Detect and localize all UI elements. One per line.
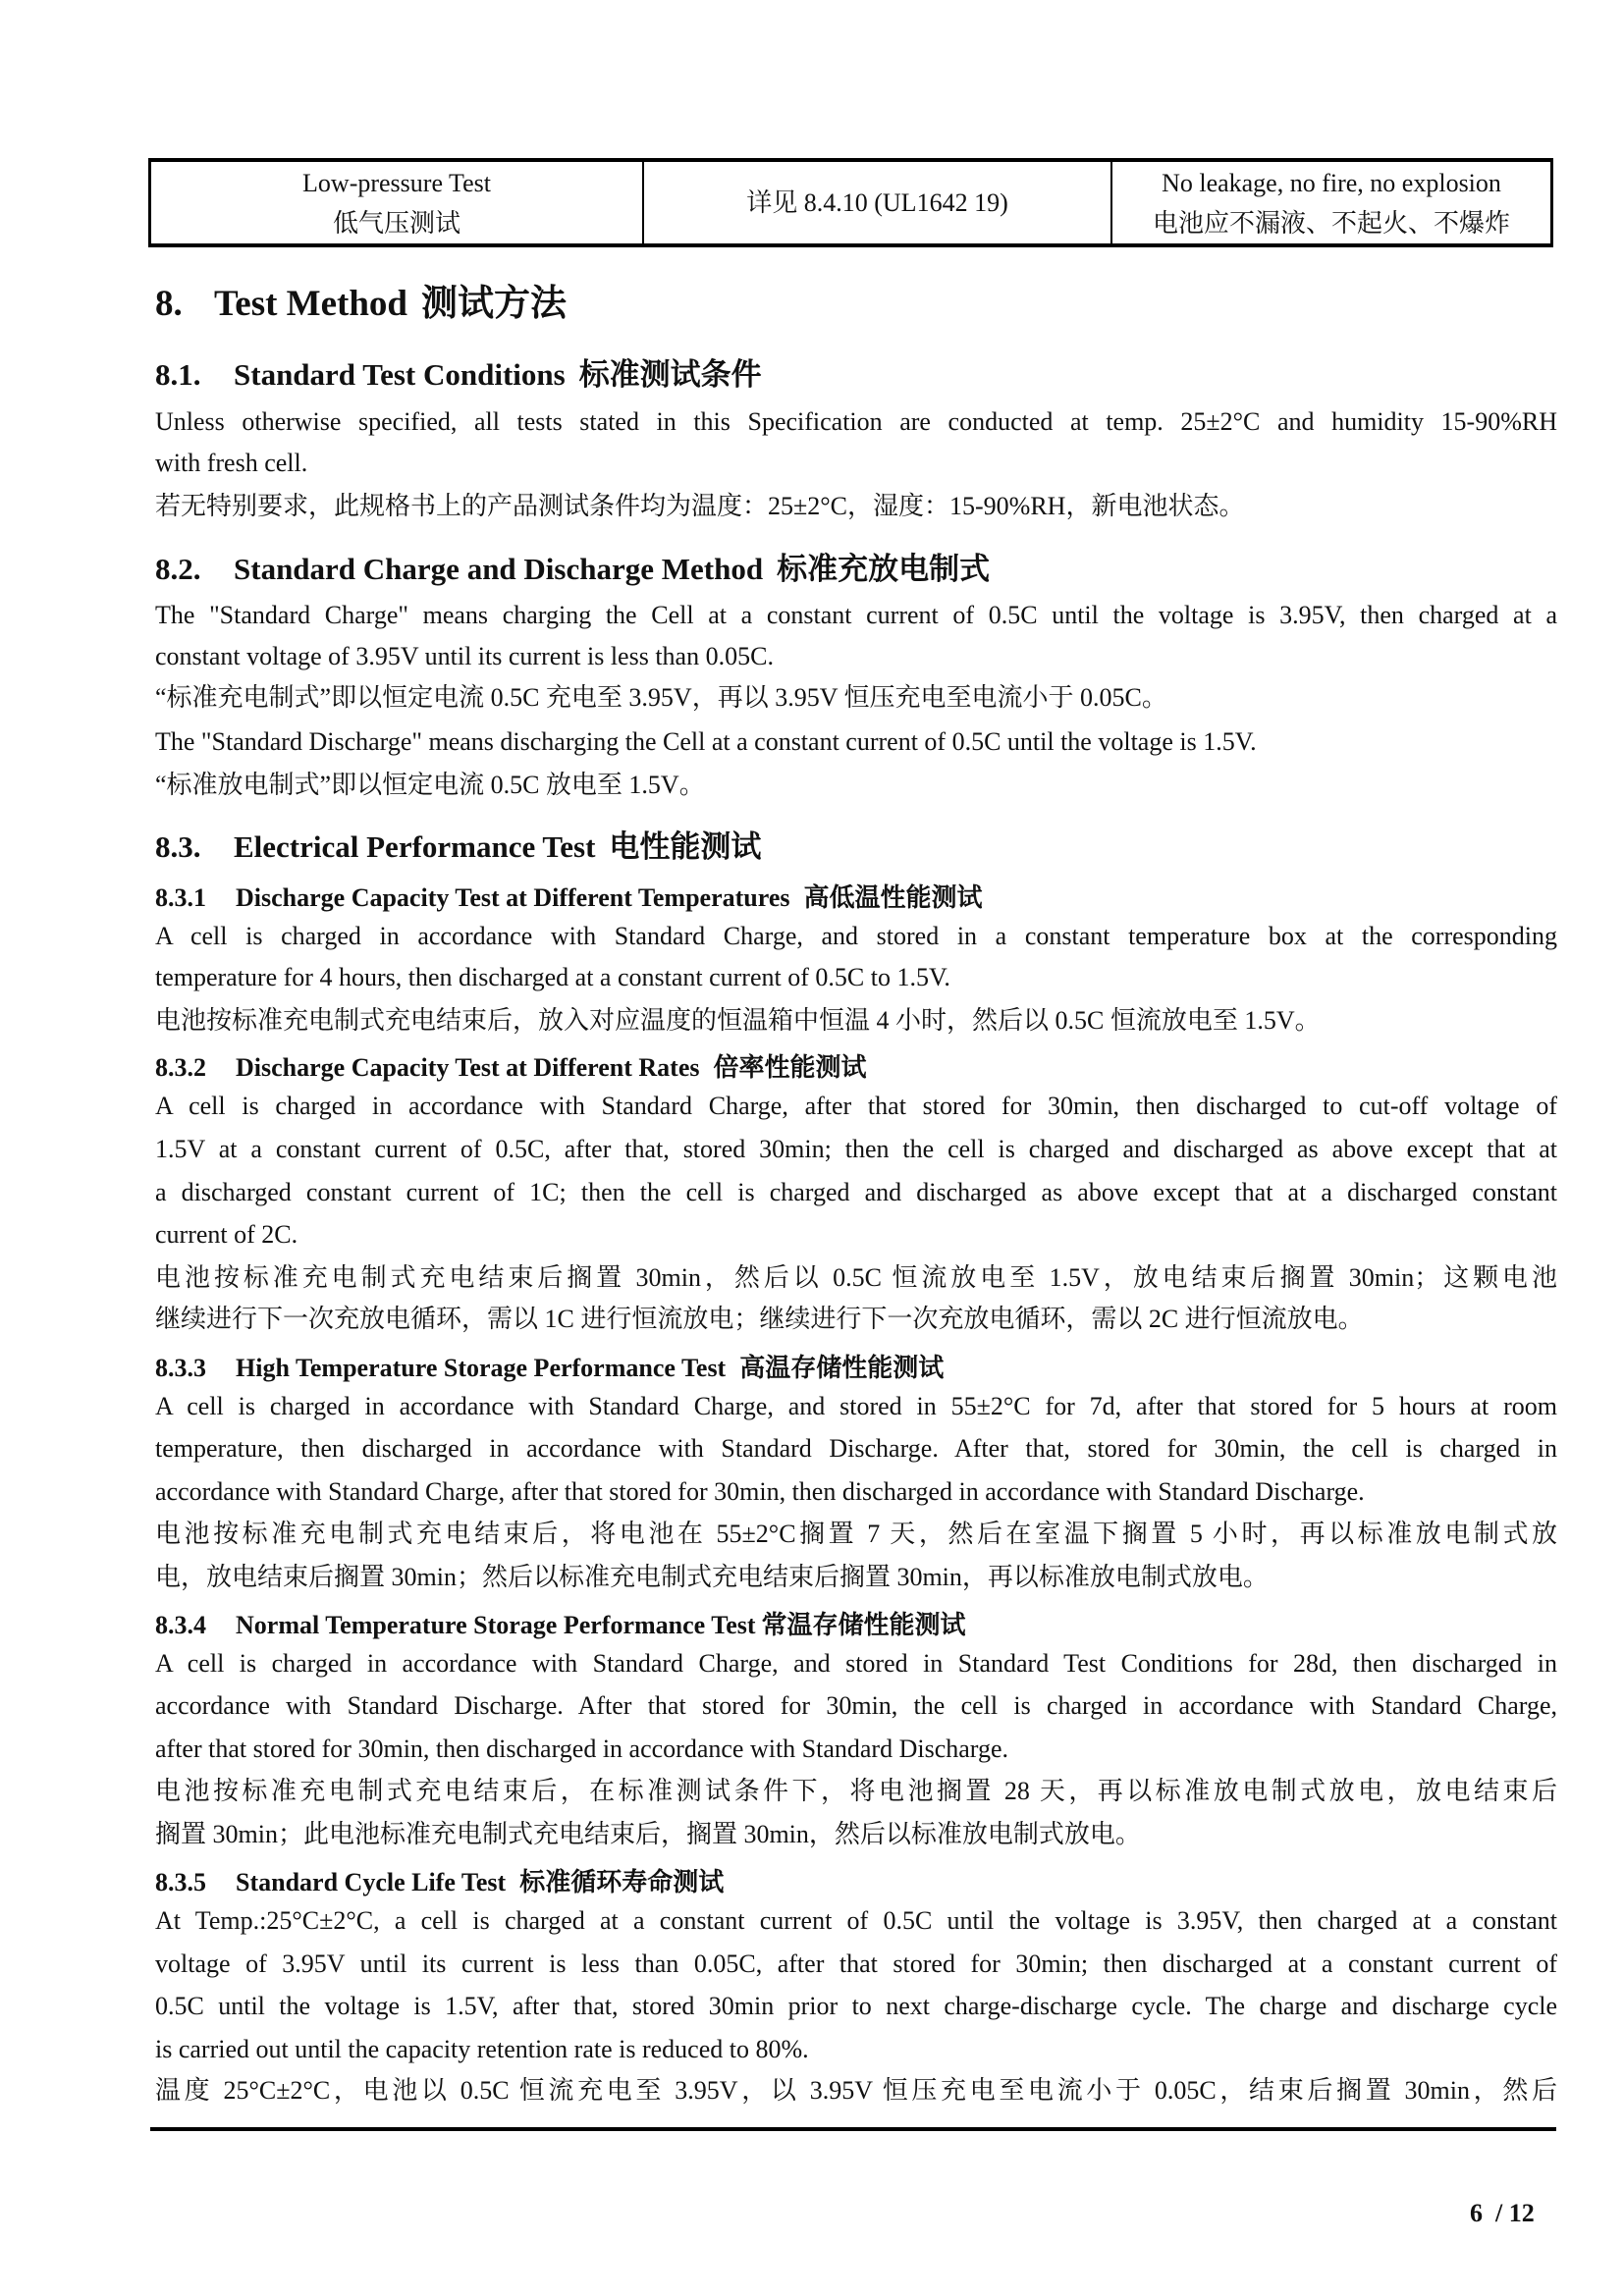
- test-method-cell: [642, 162, 1110, 243]
- criteria-en: No leakage, no fire, no explosion: [1162, 168, 1501, 197]
- paragraph-line: A cell is charged in accordance with Standard Charge, and stored in a constant temperature box at the corresponding: [155, 922, 1557, 950]
- paragraph-line: A cell is charged in accordance with Standard Charge, and stored in Standard Test Conditions for 28d, then discharged in: [155, 1649, 1557, 1678]
- paragraph-line: is carried out until the capacity retention rate is reduced to 80%.: [155, 2035, 809, 2063]
- paragraph-line: A cell is charged in accordance with Standard Charge, after that stored for 30min, then discharged to cut-off voltage of: [155, 1092, 1557, 1120]
- paragraph-line: temperature for 4 hours, then discharged at a constant current of 0.5C to 1.5V.: [155, 963, 950, 991]
- test-item-cell: [151, 162, 642, 243]
- heading-en: Standard Test Conditions: [234, 357, 566, 392]
- section-8-3-5-heading: [155, 1862, 724, 1898]
- paragraph-line: 电池按标准充电制式充电结束后，将电池在 55±2°C搁置 7 天，然后在室温下搁置 5 小时，再以标准放电制式放: [155, 1520, 1557, 1548]
- heading-en: Normal Temperature Storage Performance Test: [236, 1611, 756, 1639]
- page-number: 6 / 12: [1470, 2199, 1535, 2227]
- paragraph-line: 电池按标准充电制式充电结束后搁置 30min，然后以 0.5C 恒流放电至 1.5V，放电结束后搁置 30min；这颗电池: [155, 1263, 1557, 1292]
- heading-cn: 常温存储性能测试: [761, 1611, 966, 1639]
- paragraph-line: accordance with Standard Discharge. After that stored for 30min, the cell is charged in accordance with Standard Charge,: [155, 1691, 1557, 1720]
- section-8-3-3-heading: [155, 1348, 944, 1384]
- paragraph-line: 继续进行下一次充放电循环，需以 1C 进行恒流放电；继续进行下一次充放电循环，需以 2C 进行恒流放电。: [155, 1305, 1364, 1333]
- paragraph-line: 电，放电结束后搁置 30min；然后以标准充电制式充电结束后搁置 30min，再以标准放电制式放电。: [155, 1563, 1269, 1591]
- heading-en: High Temperature Storage Performance Test: [236, 1354, 727, 1382]
- section-8-1-heading: [155, 349, 762, 394]
- criteria-cn: 电池应不漏液、不起火、不爆炸: [1152, 208, 1510, 238]
- heading-cn: 标准测试条件: [578, 357, 762, 392]
- section-number: 8.2.: [155, 552, 201, 586]
- paragraph-line: accordance with Standard Charge, after that stored for 30min, then discharged in accordance with Standard Discharge.: [155, 1477, 1365, 1506]
- paragraph-line: 0.5C until the voltage is 1.5V, after that, stored 30min prior to next charge-discharge cycle. The charge and discharge cycle: [155, 1992, 1557, 2020]
- paragraph-line: “标准放电制式”即以恒定电流 0.5C 放电至 1.5V。: [155, 771, 705, 799]
- section-number: 8.3.: [155, 829, 201, 864]
- section-8-3-2-heading: [155, 1047, 867, 1084]
- section-number: 8.3.2: [155, 1053, 206, 1082]
- heading-cn: 高温存储性能测试: [739, 1354, 945, 1382]
- paragraph-line: A cell is charged in accordance with Standard Charge, and stored in 55±2°C for 7d, after that stored for 5 hours at room: [155, 1392, 1557, 1420]
- heading-en: Discharge Capacity Test at Different Temperatures: [236, 883, 790, 912]
- paragraph-line: Unless otherwise specified, all tests stated in this Specification are conducted at temp. 25±2°C and humidity 15-90%RH: [155, 407, 1557, 436]
- section-8-heading: [155, 273, 567, 326]
- heading-en: Electrical Performance Test: [234, 829, 596, 864]
- section-number: 8.3.5: [155, 1868, 206, 1896]
- section-8-3-heading: [155, 822, 761, 866]
- test-item-cn: 低气压测试: [332, 208, 460, 238]
- section-number: 8.3.3: [155, 1354, 206, 1382]
- paragraph-line: a discharged constant current of 1C; then the cell is charged and discharged as above except that at a discharged constant: [155, 1178, 1557, 1206]
- section-8-2-heading: [155, 544, 990, 588]
- test-items-table-row: [148, 158, 1553, 247]
- heading-en: Standard Cycle Life Test: [236, 1868, 507, 1896]
- section-number: 8.: [155, 284, 183, 324]
- heading-cn: 高低温性能测试: [803, 883, 983, 912]
- test-method-ref: 详见 8.4.10 (UL1642 19): [746, 188, 1008, 217]
- heading-en: Test Method: [214, 284, 407, 324]
- paragraph-line: voltage of 3.95V until its current is less than 0.05C, after that stored for 30min; then discharged at a constant current of: [155, 1949, 1557, 1978]
- paragraph-line: 若无特别要求，此规格书上的产品测试条件均为温度：25±2°C，湿度：15-90%RH，新电池状态。: [155, 492, 1245, 520]
- paragraph-line: constant voltage of 3.95V until its current is less than 0.05C.: [155, 642, 774, 670]
- section-8-3-4-heading: [155, 1605, 966, 1641]
- heading-en: Discharge Capacity Test at Different Rates: [236, 1053, 700, 1082]
- paragraph-line: with fresh cell.: [155, 449, 308, 477]
- paragraph-line: 1.5V at a constant current of 0.5C, after that, stored 30min; then the cell is charged and discharged as above except that at: [155, 1135, 1557, 1163]
- section-number: 8.1.: [155, 357, 201, 392]
- paragraph-line: 电池按标准充电制式充电结束后，在标准测试条件下，将电池搁置 28 天，再以标准放电制式放电，放电结束后: [155, 1777, 1557, 1805]
- heading-cn: 电性能测试: [609, 829, 762, 864]
- paragraph-line: after that stored for 30min, then discharged in accordance with Standard Discharge.: [155, 1735, 1009, 1763]
- paragraph-line: 电池按标准充电制式充电结束后，放入对应温度的恒温箱中恒温 4 小时，然后以 0.5C 恒流放电至 1.5V。: [155, 1006, 1321, 1035]
- section-number: 8.3.4: [155, 1611, 206, 1639]
- footer-divider: [150, 2127, 1556, 2131]
- paragraph-line: At Temp.:25°C±2°C, a cell is charged at a constant current of 0.5C until the voltage is 3.95V, then charged at a constant: [155, 1906, 1557, 1935]
- heading-cn: 标准循环寿命测试: [519, 1868, 725, 1896]
- paragraph-line: temperature, then discharged in accordance with Standard Discharge. After that, stored for 30min, the cell is charged in: [155, 1434, 1557, 1463]
- paragraph-line: The "Standard Charge" means charging the Cell at a constant current of 0.5C until the voltage is 3.95V, then charged at a: [155, 601, 1557, 629]
- paragraph-line: 温度 25°C±2°C，电池以 0.5C 恒流充电至 3.95V，以 3.95V 恒压充电至电流小于 0.05C，结束后搁置 30min，然后: [155, 2076, 1557, 2105]
- paragraph-line: “标准充电制式”即以恒定电流 0.5C 充电至 3.95V，再以 3.95V 恒压充电至电流小于 0.05C。: [155, 683, 1167, 712]
- paragraph-line: current of 2C.: [155, 1220, 298, 1249]
- heading-cn: 测试方法: [421, 284, 567, 324]
- paragraph-line: 搁置 30min；此电池标准充电制式充电结束后，搁置 30min，然后以标准放电制式放电。: [155, 1820, 1141, 1848]
- heading-cn: 倍率性能测试: [713, 1053, 867, 1082]
- section-8-3-1-heading: [155, 878, 983, 914]
- heading-en: Standard Charge and Discharge Method: [234, 552, 764, 586]
- section-number: 8.3.1: [155, 883, 206, 912]
- criteria-cell: [1110, 162, 1550, 243]
- heading-cn: 标准充放电制式: [777, 552, 991, 586]
- test-item-en: Low-pressure Test: [302, 168, 491, 197]
- paragraph-line: The "Standard Discharge" means discharging the Cell at a constant current of 0.5C until the voltage is 1.5V.: [155, 727, 1257, 756]
